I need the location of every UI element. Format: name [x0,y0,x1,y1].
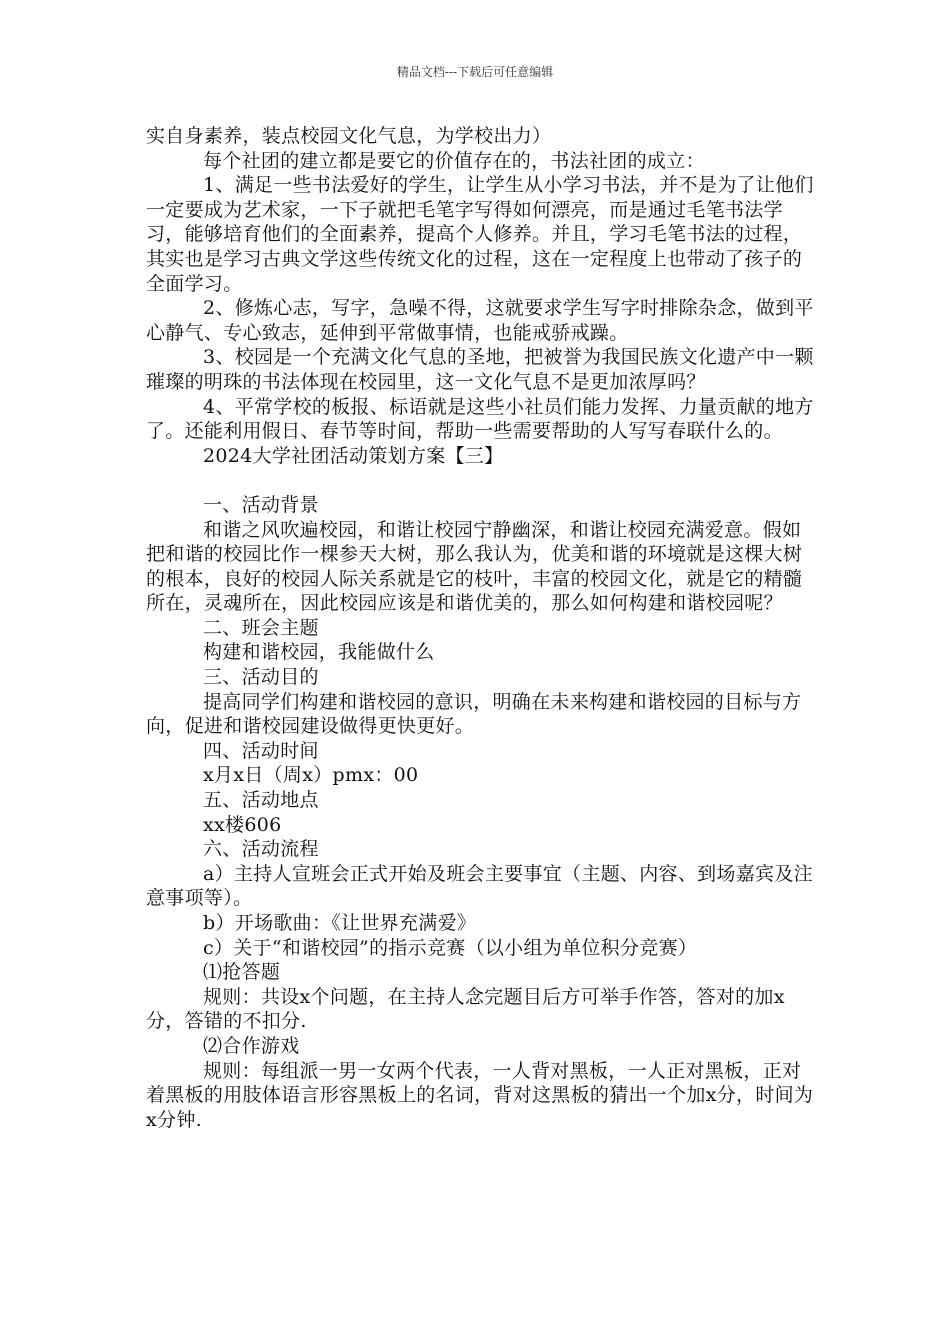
page-header: 精品文档---下载后可任意编辑 [396,65,554,79]
paragraph: 2024大学社团活动策划方案【三】 [203,444,504,467]
paragraph: 4、平常学校的板报、标语就是这些小社员们能力发挥、力量贡献的地方了。还能利用假日、春节等时间，帮助一些需要帮助的人写写春联什么的。 [146,395,814,443]
paragraph: a）主持人宣班会正式开始及班会主要事宜（主题、内容、到场嘉宾及注意事项等）。 [146,862,813,910]
paragraph: 规则：每组派一男一女两个代表，一人背对黑板，一人正对黑板，正对着黑板的用肢体语言形容黑板上的名词，背对这黑板的猜出一个加x分，时间为x分钟. [146,1059,814,1131]
paragraph: 和谐之风吹遍校园，和谐让校园宁静幽深，和谐让校园充满爱意。假如把和谐的校园比作一棵参天大树，那么我认为，优美和谐的环境就是这棵大树的根本，良好的校园人际关系就是它的枝叶，丰富的校园文化，就是它的精髓所在，灵魂所在，因此校园应该是和谐优美的，那么如何构建和谐校园呢？ [146,518,803,615]
paragraph: 六、活动流程 [203,838,319,861]
paragraph: x月x日（周x）pmx：00 [203,764,419,787]
paragraph: 每个社团的建立都是要它的价值存在的，书法社团的成立： [203,149,705,172]
paragraph: ⑴抢答题 [203,961,281,984]
paragraph: 实自身素养，装点校园文化气息，为学校出力） [146,125,552,147]
paragraph: 一、活动背景 [203,493,319,516]
paragraph: 二、班会主题 [203,616,319,639]
paragraph: ⑵合作游戏 [203,1034,300,1057]
paragraph: xx楼606 [203,813,282,836]
paragraph: 2、修炼心志，写字，急噪不得，这就要求学生写字时排除杂念，做到平心静气、专心致志，延伸到平常做事情，也能戒骄戒躁。 [146,297,814,344]
document-body [146,124,814,1132]
paragraph: 规则：共设x个问题，在主持人念完题目后方可举手作答，答对的加x分，答错的不扣分. [146,985,785,1033]
paragraph: b）开场歌曲：《让世界充满爱》 [203,912,477,934]
paragraph: 1、满足一些书法爱好的学生，让学生从小学习书法，并不是为了让他们一定要成为艺术家，一下子就把毛笔字写得如何漂亮，而是通过毛笔书法学习，能够培育他们的全面素养，提高个人修养。并且，学习毛笔书法的过程，其实也是学习古典文学这些传统文化的过程，这在一定程度上也带动了孩子的全面学习。 [146,174,814,295]
paragraph: 五、活动地点 [203,789,319,812]
blank-line [146,468,814,493]
paragraph: 提高同学们构建和谐校园的意识，明确在未来构建和谐校园的目标与方向，促进和谐校园建设做得更快更好。 [146,690,802,738]
paragraph: 四、活动时间 [203,739,319,762]
paragraph: 构建和谐校园，我能做什么 [203,641,435,664]
paragraph: 三、活动目的 [203,666,319,689]
paragraph: 3、校园是一个充满文化气息的圣地，把被誉为我国民族文化遗产中一颗璀璨的明珠的书法体现在校园里，这一文化气息不是更加浓厚吗？ [146,346,814,393]
paragraph: c）关于“和谐校园”的指示竞赛（以小组为单位积分竞赛） [203,936,698,959]
